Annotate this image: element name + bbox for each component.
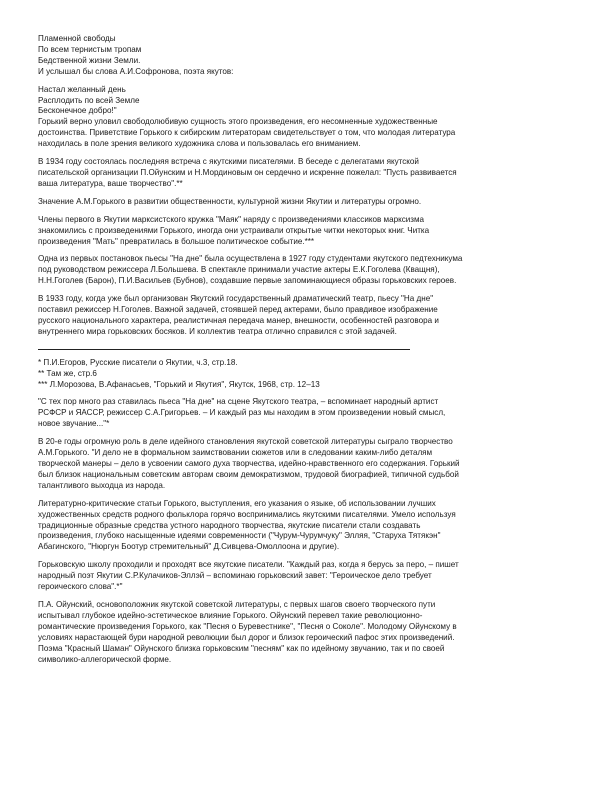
text-line: романтические произведения Горького, как "Песня о Буревестнике", "Песня о Соколе". Молодому Ойунскому в (38, 621, 457, 631)
paragraph-oyunsky (38, 600, 578, 665)
text-line: В 20-е годы огромную роль в деле идейного становления якутской советской литературы сыграло творчество (38, 437, 453, 447)
footnote-divider (38, 349, 410, 350)
paragraph-theatre-1933 (38, 294, 578, 338)
footnote: ** Там же, стр.6 (38, 368, 97, 378)
text-line: Горьковскую школу проходили и проходят все якутские писатели. "Каждый раз, когда я берусь за перо, – пишет (38, 560, 459, 570)
paragraph-grigoriev-quote (38, 397, 578, 430)
footnote: * П.И.Егоров, Русские писатели о Якутии, ч.3, стр.18. (38, 357, 238, 367)
paragraph-1920s (38, 437, 578, 492)
paragraph-gorky-school (38, 560, 578, 593)
text-line: был близок национальным советским авторам своим демократизмом, трудовой биографией, типичной судьбой (38, 469, 459, 479)
text-line: ваша литература, ваше творчество".** (38, 178, 183, 188)
text-line: Литературно-критические статьи Горького, выступления, его указания о языке, об использовании лучших (38, 498, 436, 508)
text-line: поставил режиссер Н.Гоголев. Важной задачей, стоявшей перед актерами, было правдивое изображение (38, 305, 438, 315)
text-line: знакомились с произведениями Горького, иногда они устраивали открытые читки некоторых книг. Читка (38, 225, 430, 235)
verse-line: Расплодить по всей Земле (38, 95, 140, 105)
text-line: новое звучание..."* (38, 419, 110, 429)
paragraph-critical-articles (38, 499, 578, 554)
text-line: Горький верно уловил свободолюбивую сущность этого произведения, его несомненные художественные (38, 117, 438, 127)
text-line: внутреннего мира горьковских босяков. И коллектив театра отлично справился с этой задачей. (38, 326, 397, 336)
verse-line: По всем тернистым тропам (38, 44, 142, 54)
text-line: В 1934 году состоялась последняя встреча с якутскими писателями. В беседе с делегатами якутской (38, 157, 419, 167)
text-line: художественных средств родного фольклора горячо воспринимались якутскими писателями. Умело используя (38, 509, 456, 519)
text-line: А.М.Горького. "И дело не в формальном заимствовании сюжетов или в следовании каким-либо деталям (38, 448, 433, 458)
text-line: В 1933 году, когда уже был организован Якутский государственный драматический театр, пьесу "На дне" (38, 294, 434, 304)
text-line: "С тех пор много раз ставилась пьеса "На дне" на сцене Якутского театра, – вспоминает народный артист (38, 397, 439, 407)
verse-line: Настал желанный день (38, 84, 126, 94)
text-line: достоинства. Приветствие Горького к сибирским литераторам свидетельствует о том, что молодая литература (38, 128, 456, 138)
text-line: П.А. Ойунский, основоположник якутской советской литературы, с первых шагов своего творческого пути (38, 599, 436, 609)
text-line: произведения "Мать" превратилась в большое политическое событие.*** (38, 236, 315, 246)
text-line: находилась в поле зрения великого художника слова и пользовалась его вниманием. (38, 139, 361, 149)
text-line: РСФСР и ЯАССР, режиссер С.А.Григорьев. – И каждый раз мы находим в этом произведении новый смысл, (38, 408, 446, 418)
text-line: произведения, глубоко насыщенные идеями современности ("Чурум-Чурумчуку" Элляя, "Старуха Тятякэн" (38, 531, 441, 541)
document-page (38, 34, 578, 665)
verse-block-1 (38, 34, 578, 78)
verse-line: Пламенной свободы (38, 34, 116, 43)
paragraph-mayak (38, 215, 578, 248)
paragraph-significance (38, 197, 578, 208)
text-line: писательской организации П.Ойунским и Н.Мординовым он сердечно и искренне пожелал: "Пусть развивается (38, 167, 457, 177)
text-line: Значение А.М.Горького в развитии общественности, культурной жизни Якутии и литературы огромно. (38, 196, 422, 206)
paragraph-meeting-1934 (38, 157, 578, 190)
text-line: талантливого выходца из народа. (38, 480, 166, 490)
text-line: героического слова".*" (38, 582, 123, 592)
text-line: условиях нарастающей бури народной революции был дорог и близок героический пафос этих произведений. (38, 632, 455, 642)
paragraph-na-dne-1927 (38, 254, 578, 287)
text-line: народный поэт Якутии С.Р.Кулачиков-Эллэй – вспоминаю горьковский завет: "Героическое дело требует (38, 571, 432, 581)
text-line: испытывал глубокое идейно-эстетическое влияние Горького. Ойунский перевел такие революционно- (38, 610, 423, 620)
verse-block-2 (38, 85, 578, 150)
verse-line: Бесконечное добро!" (38, 106, 117, 116)
text-line: Абагинского, "Нюргун Боотур стремительный" Д.Сивцева-Омоллоона и другие). (38, 542, 340, 552)
footnote: *** Л.Морозова, В.Афанасьев, "Горький и Якутия", Якутск, 1968, стр. 12–13 (38, 379, 320, 389)
footnotes (38, 358, 578, 391)
text-line: русского национального характера, реалистичная передача манер, внешности, особенностей разговора и (38, 315, 439, 325)
text-line: Поэма "Красный Шаман" Ойунского близка горьковским "песням" как по идейному звучанию, так и по своей (38, 643, 445, 653)
text-line: традиционные образные средства устного народного творчества, якутские писатели стали создавать (38, 520, 421, 530)
text-line: под руководством режиссера Л.Большева. В спектакле принимали участие актеры Е.К.Гоголева (Кващня), (38, 265, 440, 275)
text-line: творческой манеры – дело в усвоении самого духа творчества, идейно-нравственного его содержания. Горький (38, 459, 460, 468)
verse-line: Бедственной жизни Земли. (38, 55, 141, 65)
text-line: Одна из первых постановок пьесы "На дне" была осуществлена в 1927 году студентами якутского педтехникума (38, 254, 463, 264)
text-line: Н.Н.Гоголев (Барон), П.И.Васильев (Бубнов), создавшие первые запоминающиеся образы горьковских героев. (38, 276, 457, 286)
text-line: символико-аллегорической форме. (38, 654, 172, 664)
text-line: Члены первого в Якутии марксистского кружка "Маяк" наряду с произведениями классиков марксизма (38, 214, 425, 224)
verse-line: И услышал бы слова А.И.Софронова, поэта якутов: (38, 66, 234, 76)
